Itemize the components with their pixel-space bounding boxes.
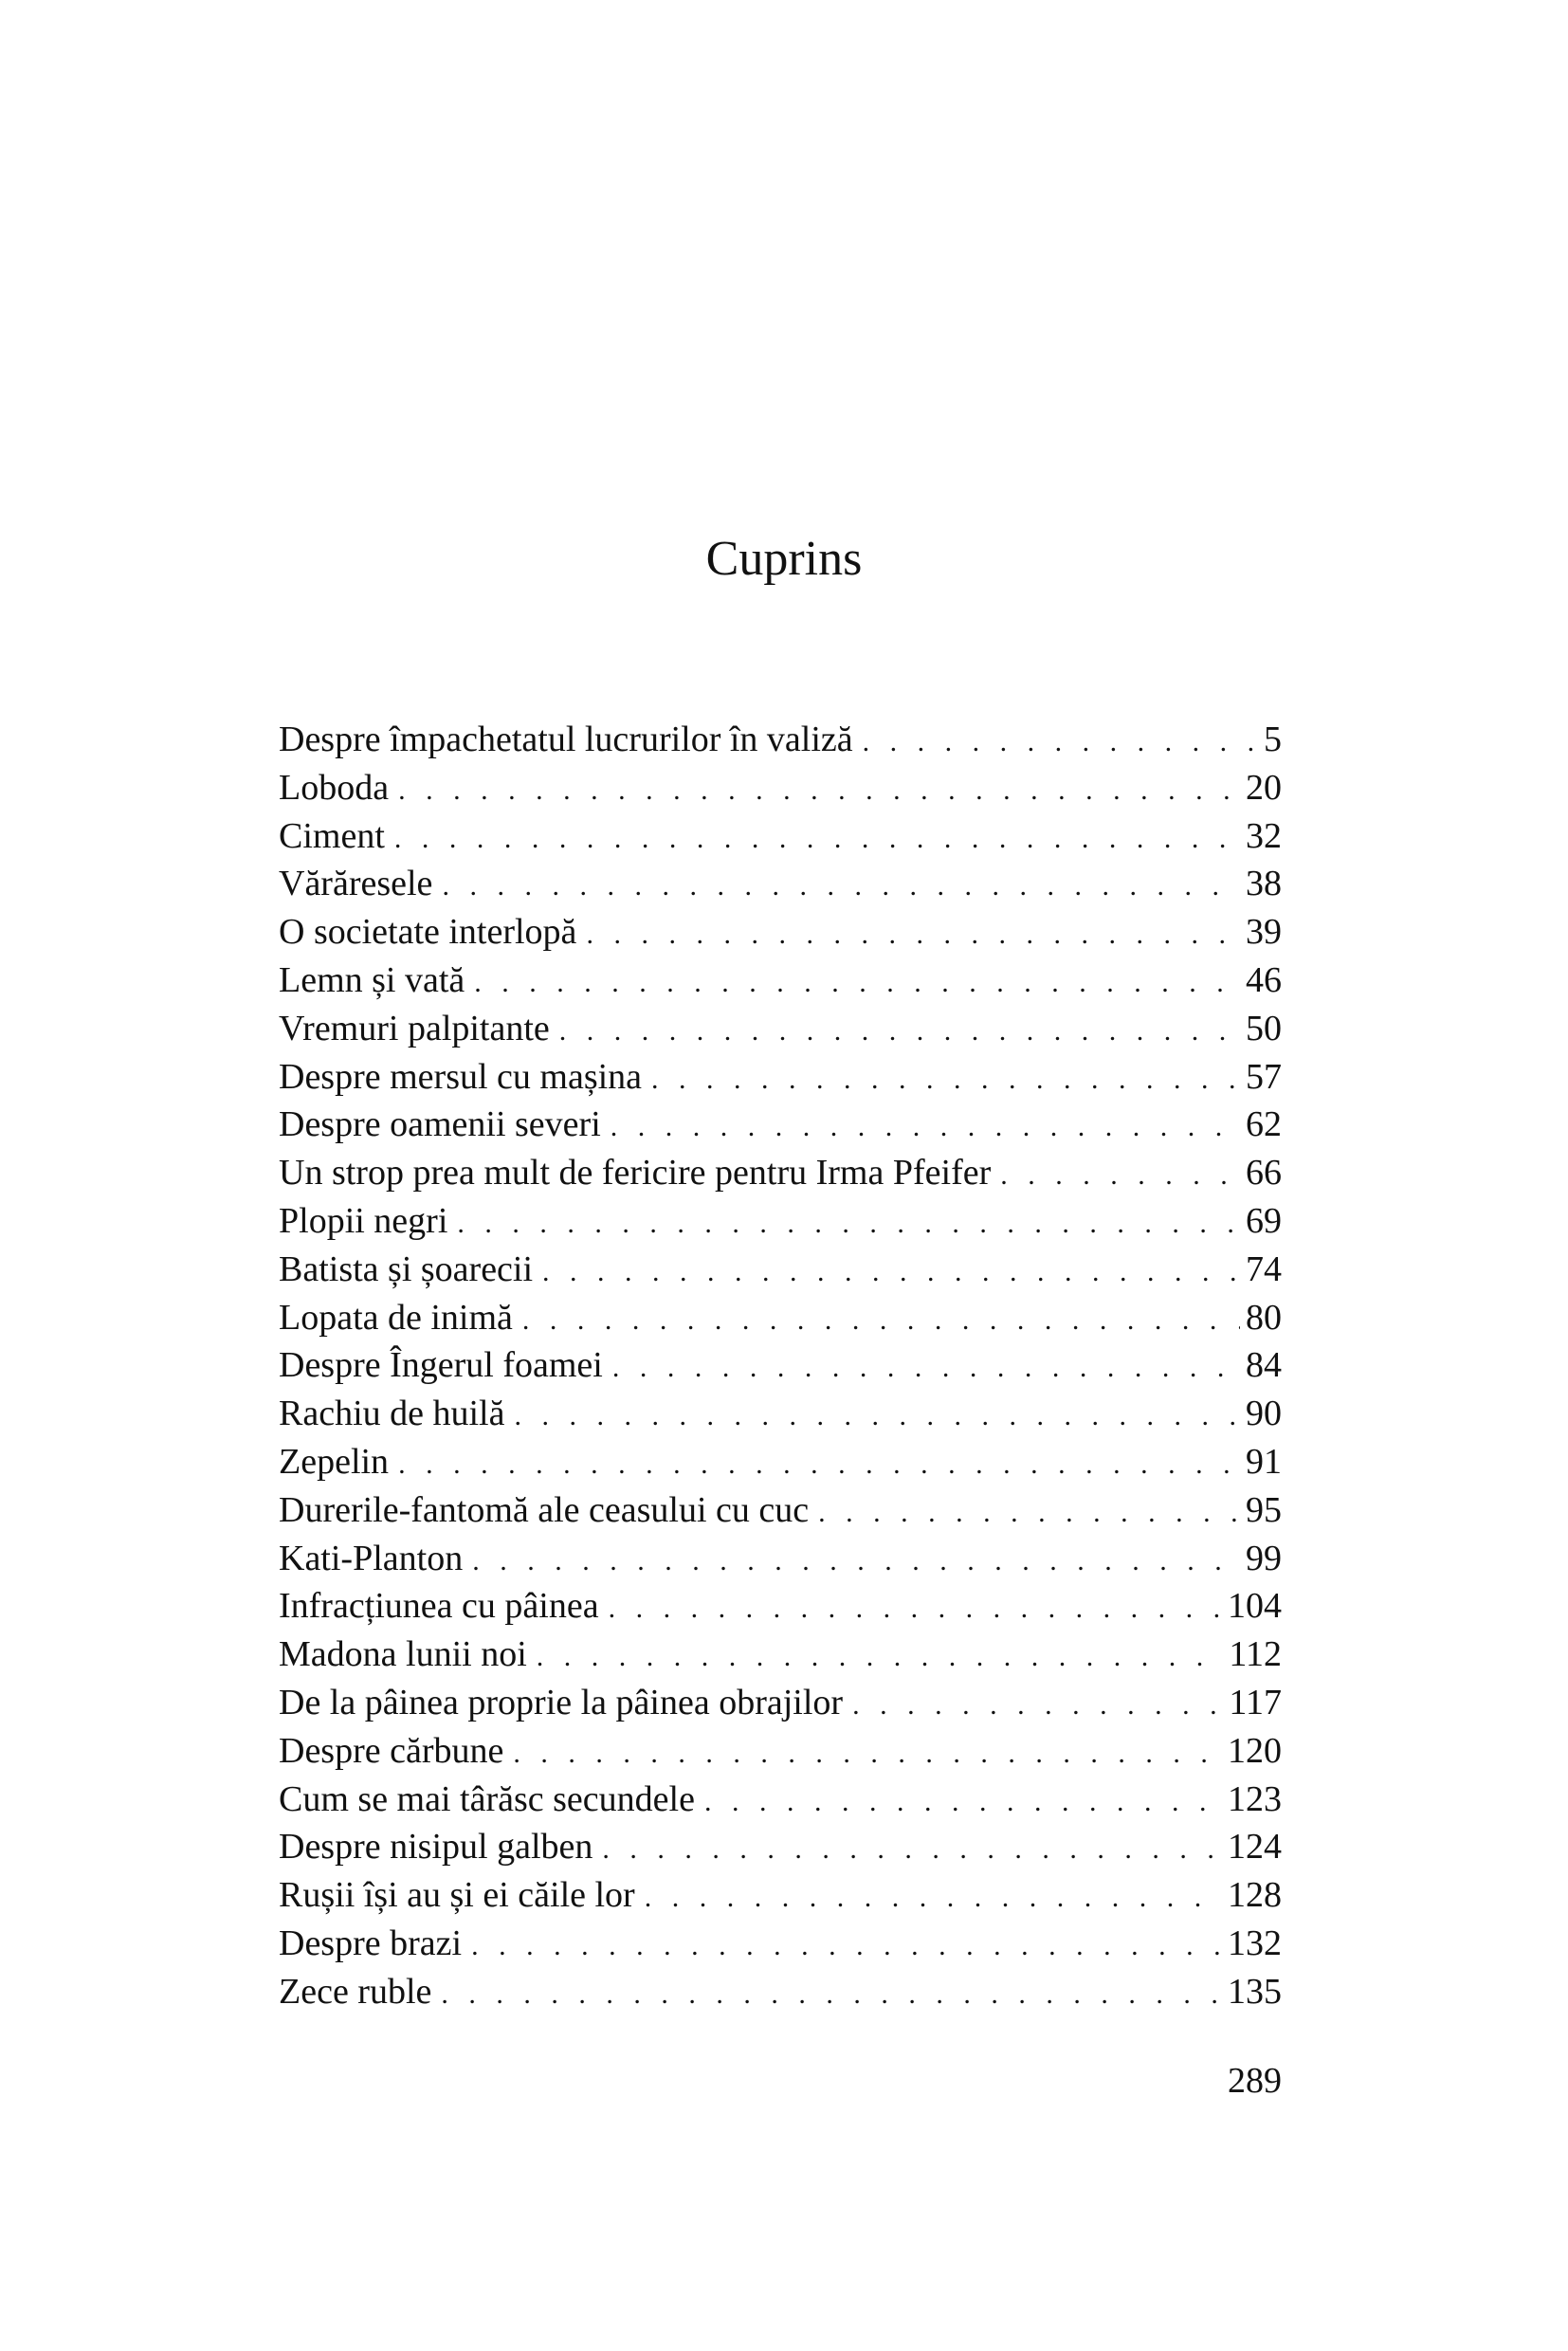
dot-leader (522, 1297, 1240, 1345)
toc-entry-page: 62 (1246, 1104, 1282, 1145)
toc-entry-page: 91 (1246, 1441, 1282, 1482)
toc-entry (279, 1582, 1282, 1631)
toc-entry-page: 128 (1228, 1875, 1282, 1916)
toc-entry-page: 84 (1246, 1345, 1282, 1386)
toc-entry-title: Ciment (279, 815, 385, 856)
table-of-contents (279, 716, 1282, 2016)
toc-entry-page: 69 (1246, 1200, 1282, 1241)
toc-entry (279, 1679, 1282, 1727)
toc-entry-title: Zece ruble (279, 1971, 432, 2012)
dot-leader (398, 767, 1240, 815)
toc-entry (279, 1341, 1282, 1390)
toc-entry-title: Rachiu de huilă (279, 1394, 505, 1434)
toc-entry-page: 90 (1246, 1394, 1282, 1434)
toc-entry-title: Despre oamenii severi (279, 1104, 601, 1145)
toc-entry-title: Cum se mai târăsc secundele (279, 1778, 695, 1819)
dot-leader (471, 1923, 1222, 1971)
toc-entry-title: Batista și șoarecii (279, 1248, 534, 1289)
toc-entry-title: Zepelin (279, 1441, 390, 1482)
toc-entry-title: Lopata de inimă (279, 1297, 513, 1338)
toc-entry-page: 80 (1246, 1297, 1282, 1338)
toc-entry (279, 957, 1282, 1005)
toc-entry (279, 1486, 1282, 1535)
dot-leader (441, 1971, 1222, 2019)
toc-entry-page: 20 (1246, 767, 1282, 808)
toc-entry (279, 1823, 1282, 1871)
dot-leader (651, 1056, 1240, 1104)
dot-leader (611, 1103, 1240, 1152)
toc-entry-page: 120 (1228, 1730, 1282, 1771)
toc-entry (279, 1101, 1282, 1149)
toc-entry-title: Infracțiunea cu pâinea (279, 1586, 599, 1627)
toc-entry-title: De la pâinea proprie la pâinea obrajilor (279, 1682, 844, 1722)
toc-entry-title: O societate interlopă (279, 912, 577, 953)
dot-leader (394, 815, 1240, 864)
toc-entry-page: 99 (1246, 1538, 1282, 1578)
dot-leader (474, 959, 1240, 1008)
toc-entry (279, 1920, 1282, 1968)
dot-leader (863, 719, 1258, 767)
toc-entry (279, 1871, 1282, 1920)
toc-entry-page: 5 (1264, 720, 1282, 759)
toc-entry-title: Lemn și vată (279, 959, 465, 1000)
toc-entry-page: 50 (1246, 1008, 1282, 1048)
toc-entry-title: Despre brazi (279, 1923, 463, 1963)
toc-entry-page: 66 (1246, 1153, 1282, 1194)
toc-entry (279, 1294, 1282, 1342)
dot-leader (645, 1874, 1222, 1923)
toc-entry-title: Despre cărbune (279, 1730, 504, 1771)
toc-entry (279, 812, 1282, 861)
toc-entry-page: 117 (1229, 1682, 1282, 1722)
dot-leader (818, 1489, 1240, 1538)
toc-entry-page: 57 (1246, 1056, 1282, 1097)
toc-entry (279, 1438, 1282, 1486)
toc-entry (279, 1776, 1282, 1824)
toc-entry (279, 1390, 1282, 1438)
dot-leader (542, 1248, 1240, 1297)
toc-entry (279, 1149, 1282, 1197)
toc-entry-title: Plopii negri (279, 1200, 448, 1241)
toc-entry (279, 764, 1282, 812)
toc-entry (279, 1631, 1282, 1679)
toc-entry-title: Despre Îngerul foamei (279, 1345, 603, 1386)
dot-leader (704, 1778, 1222, 1827)
toc-entry-page: 135 (1228, 1971, 1282, 2012)
toc-entry-title: Despre mersul cu mașina (279, 1056, 643, 1097)
toc-entry-page: 123 (1228, 1778, 1282, 1819)
toc-entry (279, 1727, 1282, 1776)
toc-entry-title: Despre împachetatul lucrurilor în valiză (279, 720, 853, 759)
toc-entry-title: Vărăresele (279, 864, 433, 904)
dot-leader (586, 911, 1240, 959)
toc-entry-page: 124 (1228, 1827, 1282, 1868)
toc-entry (279, 1968, 1282, 2016)
toc-entry (279, 716, 1282, 764)
toc-entry-title: Despre nisipul galben (279, 1827, 593, 1868)
toc-entry-page: 39 (1246, 912, 1282, 953)
toc-entry-title: Kati-Planton (279, 1538, 464, 1578)
dot-leader (513, 1730, 1222, 1778)
toc-entry-title: Madona lunii noi (279, 1634, 527, 1675)
toc-entry-page: 46 (1246, 959, 1282, 1000)
dot-leader (852, 1682, 1223, 1730)
toc-entry (279, 860, 1282, 908)
dot-leader (559, 1008, 1240, 1056)
dot-leader (537, 1633, 1224, 1682)
page-number: 289 (1228, 2061, 1282, 2101)
dot-leader (398, 1441, 1240, 1489)
toc-entry (279, 908, 1282, 957)
toc-entry-title: Rușii își au și ei căile lor (279, 1875, 635, 1916)
toc-entry (279, 1246, 1282, 1294)
dot-leader (442, 863, 1240, 911)
toc-entry-page: 38 (1246, 864, 1282, 904)
dot-leader (472, 1538, 1240, 1586)
toc-entry (279, 1005, 1282, 1053)
toc-entry-page: 74 (1246, 1248, 1282, 1289)
toc-entry-title: Loboda (279, 767, 390, 808)
toc-entry-title: Vremuri palpitante (279, 1008, 550, 1048)
dot-leader (514, 1393, 1240, 1441)
toc-entry-title: Durerile-fantomă ale ceasului cu cuc (279, 1489, 810, 1530)
dot-leader (457, 1200, 1240, 1248)
toc-entry-page: 112 (1229, 1634, 1282, 1675)
toc-entry-page: 95 (1246, 1489, 1282, 1530)
dot-leader (1000, 1152, 1240, 1200)
dot-leader (609, 1585, 1222, 1633)
dot-leader (602, 1826, 1222, 1874)
dot-leader (612, 1344, 1240, 1393)
page-title: Cuprins (705, 532, 863, 586)
toc-entry-page: 132 (1228, 1923, 1282, 1963)
toc-entry-page: 32 (1246, 815, 1282, 856)
toc-entry (279, 1053, 1282, 1102)
toc-entry (279, 1535, 1282, 1583)
toc-entry-page: 104 (1228, 1586, 1282, 1627)
toc-entry-title: Un strop prea mult de fericire pentru Irma Pfeifer (279, 1153, 992, 1194)
toc-entry (279, 1197, 1282, 1246)
